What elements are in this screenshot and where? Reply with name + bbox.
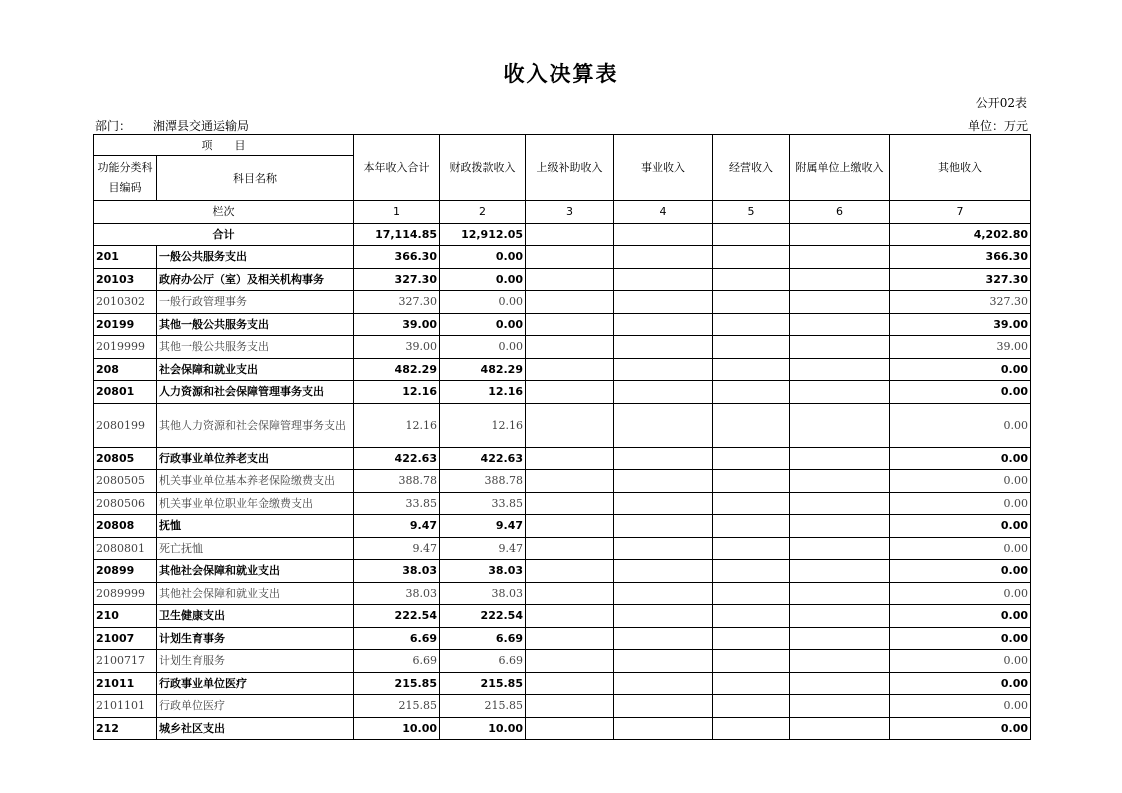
row-col4 <box>614 447 713 470</box>
row-col1: 39.00 <box>354 313 440 336</box>
row-col2: 0.00 <box>440 336 526 359</box>
row-col1: 215.85 <box>354 672 440 695</box>
row-code: 210 <box>94 605 157 628</box>
table-row <box>94 605 1031 628</box>
table-row <box>94 470 1031 493</box>
row-col7: 0.00 <box>890 515 1031 538</box>
header-item: 项 目 <box>94 135 354 156</box>
lanci-label: 栏次 <box>94 201 354 224</box>
row-col2: 12.16 <box>440 403 526 447</box>
total-col6 <box>790 223 890 246</box>
row-code: 2080505 <box>94 470 157 493</box>
row-col7: 0.00 <box>890 695 1031 718</box>
row-name: 计划生育事务 <box>157 627 354 650</box>
table-row <box>94 268 1031 291</box>
table-row <box>94 492 1031 515</box>
table-row <box>94 537 1031 560</box>
row-col4 <box>614 695 713 718</box>
row-col1: 366.30 <box>354 246 440 269</box>
row-col1: 482.29 <box>354 358 440 381</box>
total-col1: 17,114.85 <box>354 223 440 246</box>
row-col4 <box>614 358 713 381</box>
row-name: 机关事业单位基本养老保险缴费支出 <box>157 470 354 493</box>
row-col1: 327.30 <box>354 291 440 314</box>
row-col5 <box>713 447 790 470</box>
lanci-4: 4 <box>614 201 713 224</box>
row-col6 <box>790 717 890 740</box>
row-name: 计划生育服务 <box>157 650 354 673</box>
row-col2: 38.03 <box>440 560 526 583</box>
lanci-1: 1 <box>354 201 440 224</box>
row-name: 卫生健康支出 <box>157 605 354 628</box>
row-col5 <box>713 358 790 381</box>
row-col3 <box>526 470 614 493</box>
row-col3 <box>526 291 614 314</box>
row-col6 <box>790 672 890 695</box>
row-col2: 422.63 <box>440 447 526 470</box>
table-row <box>94 336 1031 359</box>
row-code: 20103 <box>94 268 157 291</box>
row-name: 其他社会保障和就业支出 <box>157 560 354 583</box>
total-row <box>94 223 1031 246</box>
row-col6 <box>790 492 890 515</box>
row-col5 <box>713 582 790 605</box>
row-col2: 9.47 <box>440 537 526 560</box>
header-col2: 财政拨款收入 <box>440 135 526 201</box>
row-col6 <box>790 627 890 650</box>
table-row <box>94 381 1031 404</box>
row-col5 <box>713 336 790 359</box>
row-code: 20808 <box>94 515 157 538</box>
row-code: 20899 <box>94 560 157 583</box>
header-col5: 经营收入 <box>713 135 790 201</box>
row-col3 <box>526 313 614 336</box>
table-row <box>94 291 1031 314</box>
row-col4 <box>614 470 713 493</box>
row-code: 201 <box>94 246 157 269</box>
row-col1: 222.54 <box>354 605 440 628</box>
row-col7: 0.00 <box>890 717 1031 740</box>
row-col1: 12.16 <box>354 403 440 447</box>
row-name: 行政单位医疗 <box>157 695 354 718</box>
row-col5 <box>713 291 790 314</box>
table-row <box>94 717 1031 740</box>
row-col6 <box>790 560 890 583</box>
row-col3 <box>526 537 614 560</box>
row-col4 <box>614 313 713 336</box>
row-col7: 327.30 <box>890 268 1031 291</box>
row-col7: 0.00 <box>890 582 1031 605</box>
row-col4 <box>614 717 713 740</box>
row-col7: 0.00 <box>890 447 1031 470</box>
row-col4 <box>614 268 713 291</box>
row-col2: 0.00 <box>440 313 526 336</box>
row-col4 <box>614 403 713 447</box>
row-col1: 39.00 <box>354 336 440 359</box>
row-col6 <box>790 403 890 447</box>
row-col2: 6.69 <box>440 650 526 673</box>
page-title: 收入决算表 <box>503 61 619 86</box>
header-col7: 其他收入 <box>890 135 1031 201</box>
row-code: 208 <box>94 358 157 381</box>
row-col2: 6.69 <box>440 627 526 650</box>
row-name: 社会保障和就业支出 <box>157 358 354 381</box>
row-col2: 9.47 <box>440 515 526 538</box>
row-col6 <box>790 605 890 628</box>
row-code: 2010302 <box>94 291 157 314</box>
row-col1: 38.03 <box>354 582 440 605</box>
row-code: 2101101 <box>94 695 157 718</box>
row-name: 一般公共服务支出 <box>157 246 354 269</box>
row-col2: 215.85 <box>440 672 526 695</box>
row-code: 20805 <box>94 447 157 470</box>
row-col2: 38.03 <box>440 582 526 605</box>
header-code: 功能分类科目编码 <box>94 156 157 201</box>
row-code: 2080199 <box>94 403 157 447</box>
row-col2: 482.29 <box>440 358 526 381</box>
row-col3 <box>526 582 614 605</box>
row-col7: 39.00 <box>890 313 1031 336</box>
row-col5 <box>713 627 790 650</box>
row-col7: 0.00 <box>890 560 1031 583</box>
row-col6 <box>790 650 890 673</box>
row-col1: 38.03 <box>354 560 440 583</box>
row-col2: 10.00 <box>440 717 526 740</box>
row-col2: 0.00 <box>440 268 526 291</box>
row-col6 <box>790 381 890 404</box>
row-col3 <box>526 560 614 583</box>
row-col6 <box>790 313 890 336</box>
table-row <box>94 560 1031 583</box>
row-code: 21011 <box>94 672 157 695</box>
table-row <box>94 515 1031 538</box>
row-name: 机关事业单位职业年金缴费支出 <box>157 492 354 515</box>
header-name: 科目名称 <box>157 156 354 201</box>
lanci-7: 7 <box>890 201 1031 224</box>
row-col5 <box>713 537 790 560</box>
income-final-account-table <box>93 134 1031 740</box>
row-col6 <box>790 246 890 269</box>
header-row <box>94 135 1031 156</box>
department <box>95 117 249 134</box>
row-col4 <box>614 560 713 583</box>
row-col4 <box>614 336 713 359</box>
department-value: 湘潭县交通运输局 <box>153 119 250 133</box>
row-name: 行政事业单位医疗 <box>157 672 354 695</box>
row-name: 其他社会保障和就业支出 <box>157 582 354 605</box>
row-col3 <box>526 695 614 718</box>
row-name: 一般行政管理事务 <box>157 291 354 314</box>
row-col7: 0.00 <box>890 537 1031 560</box>
row-col7: 0.00 <box>890 403 1031 447</box>
row-col1: 12.16 <box>354 381 440 404</box>
total-label: 合计 <box>94 223 354 246</box>
row-col1: 9.47 <box>354 515 440 538</box>
row-col7: 366.30 <box>890 246 1031 269</box>
row-col1: 9.47 <box>354 537 440 560</box>
table-row <box>94 695 1031 718</box>
table-row <box>94 627 1031 650</box>
row-col3 <box>526 672 614 695</box>
row-col4 <box>614 381 713 404</box>
row-name: 其他一般公共服务支出 <box>157 313 354 336</box>
row-col3 <box>526 268 614 291</box>
row-col5 <box>713 313 790 336</box>
row-col1: 327.30 <box>354 268 440 291</box>
row-col2: 215.85 <box>440 695 526 718</box>
table-row <box>94 650 1031 673</box>
row-col6 <box>790 291 890 314</box>
row-col5 <box>713 381 790 404</box>
row-col3 <box>526 650 614 673</box>
row-code: 20199 <box>94 313 157 336</box>
department-label: 部门： <box>95 119 132 133</box>
row-name: 其他人力资源和社会保障管理事务支出 <box>157 403 354 447</box>
row-col2: 0.00 <box>440 246 526 269</box>
row-col6 <box>790 268 890 291</box>
row-col7: 0.00 <box>890 492 1031 515</box>
header-col6: 附属单位上缴收入 <box>790 135 890 201</box>
row-col3 <box>526 515 614 538</box>
row-code: 2080801 <box>94 537 157 560</box>
table-row <box>94 313 1031 336</box>
row-col1: 215.85 <box>354 695 440 718</box>
row-col4 <box>614 672 713 695</box>
row-col6 <box>790 470 890 493</box>
row-col3 <box>526 447 614 470</box>
row-col6 <box>790 447 890 470</box>
row-col4 <box>614 627 713 650</box>
row-col7: 0.00 <box>890 605 1031 628</box>
row-col2: 33.85 <box>440 492 526 515</box>
row-code: 212 <box>94 717 157 740</box>
row-col5 <box>713 470 790 493</box>
total-col5 <box>713 223 790 246</box>
row-col7: 0.00 <box>890 672 1031 695</box>
row-col6 <box>790 582 890 605</box>
row-col4 <box>614 582 713 605</box>
row-col5 <box>713 650 790 673</box>
row-col3 <box>526 381 614 404</box>
table-row <box>94 447 1031 470</box>
total-col7: 4,202.80 <box>890 223 1031 246</box>
lanci-row <box>94 201 1031 224</box>
row-col6 <box>790 515 890 538</box>
total-col2: 12,912.05 <box>440 223 526 246</box>
row-col6 <box>790 358 890 381</box>
row-col3 <box>526 605 614 628</box>
header-col4: 事业收入 <box>614 135 713 201</box>
row-col3 <box>526 246 614 269</box>
row-col5 <box>713 246 790 269</box>
row-col4 <box>614 291 713 314</box>
table-row <box>94 358 1031 381</box>
row-col6 <box>790 537 890 560</box>
row-col2: 388.78 <box>440 470 526 493</box>
row-name: 抚恤 <box>157 515 354 538</box>
row-col3 <box>526 717 614 740</box>
row-col7: 0.00 <box>890 358 1031 381</box>
row-col5 <box>713 403 790 447</box>
row-name: 城乡社区支出 <box>157 717 354 740</box>
row-col7: 0.00 <box>890 627 1031 650</box>
row-col5 <box>713 515 790 538</box>
table-row <box>94 582 1031 605</box>
row-code: 2080506 <box>94 492 157 515</box>
row-name: 行政事业单位养老支出 <box>157 447 354 470</box>
row-code: 2100717 <box>94 650 157 673</box>
row-name: 人力资源和社会保障管理事务支出 <box>157 381 354 404</box>
row-col4 <box>614 537 713 560</box>
total-col3 <box>526 223 614 246</box>
lanci-6: 6 <box>790 201 890 224</box>
row-col2: 222.54 <box>440 605 526 628</box>
row-col6 <box>790 336 890 359</box>
row-col5 <box>713 672 790 695</box>
row-col5 <box>713 605 790 628</box>
row-col3 <box>526 627 614 650</box>
lanci-2: 2 <box>440 201 526 224</box>
row-col3 <box>526 403 614 447</box>
form-number: 公开02表 <box>975 96 1027 110</box>
lanci-3: 3 <box>526 201 614 224</box>
row-col7: 0.00 <box>890 470 1031 493</box>
row-col4 <box>614 605 713 628</box>
header-col3: 上级补助收入 <box>526 135 614 201</box>
row-col1: 33.85 <box>354 492 440 515</box>
row-col5 <box>713 268 790 291</box>
row-col2: 12.16 <box>440 381 526 404</box>
unit-label: 单位：万元 <box>967 119 1028 133</box>
row-code: 2089999 <box>94 582 157 605</box>
row-col3 <box>526 358 614 381</box>
row-col5 <box>713 492 790 515</box>
row-col3 <box>526 492 614 515</box>
row-col1: 6.69 <box>354 627 440 650</box>
row-col1: 388.78 <box>354 470 440 493</box>
row-col7: 0.00 <box>890 650 1031 673</box>
row-col2: 0.00 <box>440 291 526 314</box>
row-col6 <box>790 695 890 718</box>
total-col4 <box>614 223 713 246</box>
row-name: 其他一般公共服务支出 <box>157 336 354 359</box>
row-col7: 39.00 <box>890 336 1031 359</box>
row-col4 <box>614 492 713 515</box>
row-col1: 10.00 <box>354 717 440 740</box>
row-col7: 327.30 <box>890 291 1031 314</box>
header-col1: 本年收入合计 <box>354 135 440 201</box>
row-code: 20801 <box>94 381 157 404</box>
row-col4 <box>614 246 713 269</box>
row-code: 21007 <box>94 627 157 650</box>
row-name: 政府办公厅（室）及相关机构事务 <box>157 268 354 291</box>
row-col1: 6.69 <box>354 650 440 673</box>
row-code: 2019999 <box>94 336 157 359</box>
lanci-5: 5 <box>713 201 790 224</box>
row-col5 <box>713 695 790 718</box>
table-row <box>94 403 1031 447</box>
row-col4 <box>614 515 713 538</box>
table-row <box>94 246 1031 269</box>
row-col3 <box>526 336 614 359</box>
row-col5 <box>713 560 790 583</box>
row-col4 <box>614 650 713 673</box>
row-name: 死亡抚恤 <box>157 537 354 560</box>
row-col7: 0.00 <box>890 381 1031 404</box>
row-col1: 422.63 <box>354 447 440 470</box>
row-col5 <box>713 717 790 740</box>
table-row <box>94 672 1031 695</box>
